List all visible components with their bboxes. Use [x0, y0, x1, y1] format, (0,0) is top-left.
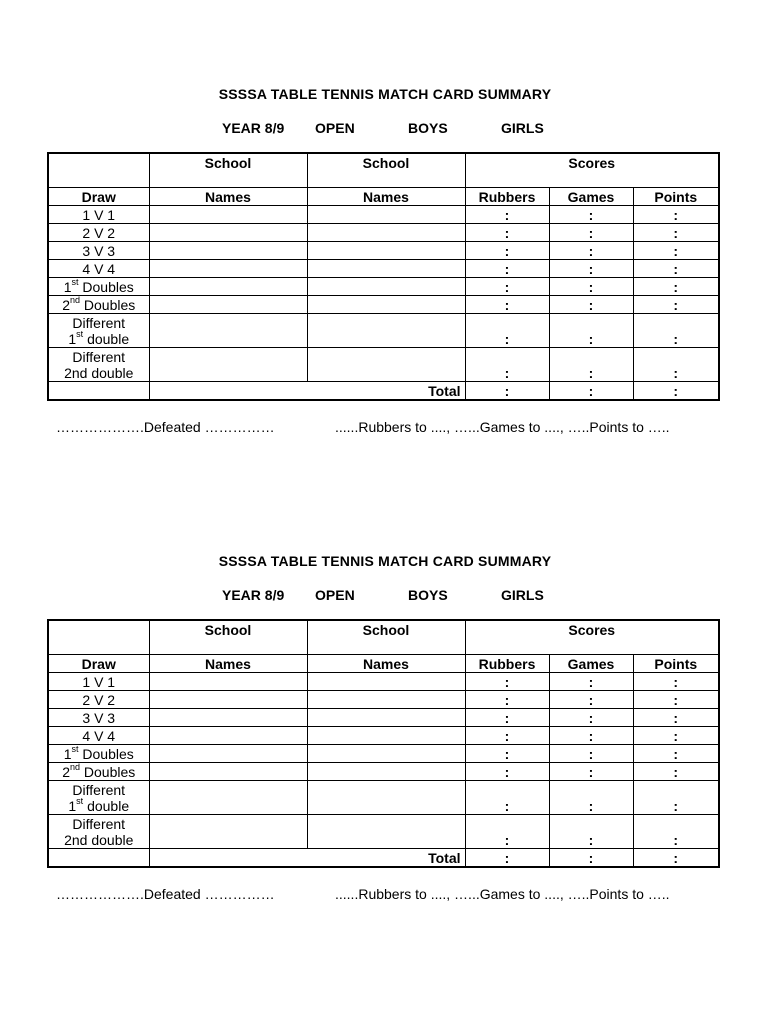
school-b-name-cell[interactable] — [307, 348, 465, 382]
score-separator: : — [465, 382, 549, 401]
draw-label: 3 V 3 — [82, 242, 116, 259]
draw-label: Doubles — [78, 745, 134, 762]
draw-cell — [48, 763, 149, 781]
draw-cell — [48, 278, 149, 296]
table-row — [48, 691, 719, 709]
score-separator: : — [633, 763, 719, 781]
score-separator: : — [465, 849, 549, 868]
score-separator: : — [465, 745, 549, 763]
school-a-name-cell[interactable] — [149, 815, 307, 849]
school-a-name-cell[interactable] — [149, 314, 307, 348]
school-b-name-cell[interactable] — [307, 260, 465, 278]
score-separator: : — [465, 815, 549, 849]
draw-cell — [48, 242, 149, 260]
draw-number: 1 — [68, 797, 77, 814]
girls-label[interactable]: GIRLS — [501, 587, 544, 603]
school-a-name-cell[interactable] — [149, 242, 307, 260]
school-a-name-cell[interactable] — [149, 727, 307, 745]
school-b-name-cell[interactable] — [307, 781, 465, 815]
games-header: Games — [549, 655, 633, 673]
school-b-name-cell[interactable] — [307, 815, 465, 849]
table-row — [48, 763, 719, 781]
school-b-name-cell[interactable] — [307, 224, 465, 242]
score-separator: : — [465, 763, 549, 781]
draw-label: Doubles — [80, 296, 136, 313]
score-separator: : — [633, 348, 719, 382]
score-separator: : — [465, 673, 549, 691]
score-separator: : — [465, 781, 549, 815]
draw-cell — [48, 745, 149, 763]
school-b-name-cell[interactable] — [307, 314, 465, 348]
total-row — [48, 849, 719, 868]
score-separator: : — [465, 691, 549, 709]
draw-label: 3 V 3 — [82, 709, 116, 726]
table-row — [48, 815, 719, 849]
total-label: Total — [307, 849, 465, 868]
score-separator: : — [633, 673, 719, 691]
school-a-name-cell[interactable] — [149, 763, 307, 781]
points-header: Points — [633, 655, 719, 673]
card-title: SSSSA TABLE TENNIS MATCH CARD SUMMARY — [218, 553, 552, 569]
score-separator: : — [465, 260, 549, 278]
open-label[interactable]: OPEN — [315, 120, 355, 136]
table-row — [48, 727, 719, 745]
school-a-name-cell[interactable] — [149, 224, 307, 242]
draw-label: double — [83, 330, 130, 347]
blank-header-cell — [48, 153, 149, 188]
rubbers-header: Rubbers — [465, 655, 549, 673]
draw-ordinal: st — [76, 795, 84, 806]
score-separator: : — [633, 727, 719, 745]
score-separator: : — [633, 314, 719, 348]
header-row-top — [48, 620, 719, 655]
open-label[interactable]: OPEN — [315, 587, 355, 603]
score-separator: : — [633, 781, 719, 815]
draw-cell — [48, 224, 149, 242]
score-separator: : — [549, 242, 633, 260]
draw-label: 2 V 2 — [82, 224, 116, 241]
draw-label: 4 V 4 — [82, 260, 116, 277]
draw-cell — [48, 727, 149, 745]
score-separator: : — [549, 314, 633, 348]
score-separator: : — [465, 242, 549, 260]
score-separator: : — [633, 849, 719, 868]
score-separator: : — [633, 278, 719, 296]
names-b-header: Names — [307, 188, 465, 206]
scores-header: Scores — [465, 620, 719, 655]
score-separator: : — [633, 260, 719, 278]
score-separator: : — [465, 314, 549, 348]
score-separator: : — [549, 781, 633, 815]
score-separator: : — [633, 709, 719, 727]
school-b-name-cell[interactable] — [307, 673, 465, 691]
header-row-bottom — [48, 188, 719, 206]
names-a-header: Names — [149, 655, 307, 673]
draw-number: 2 — [62, 296, 70, 313]
table-row — [48, 278, 719, 296]
header-row-top — [48, 153, 719, 188]
school-a-name-cell[interactable] — [149, 260, 307, 278]
draw-cell — [48, 314, 149, 348]
school-b-name-cell[interactable] — [307, 709, 465, 727]
draw-ordinal: nd — [70, 762, 81, 772]
result-line: ......Rubbers to ...., …...Games to ...., …..Points to ….. — [335, 419, 670, 435]
score-separator: : — [465, 224, 549, 242]
result-line: ......Rubbers to ...., …...Games to ...., …..Points to ….. — [335, 886, 670, 902]
total-label: Total — [307, 382, 465, 401]
match-table — [47, 619, 720, 868]
draw-cell — [48, 691, 149, 709]
score-separator: : — [549, 727, 633, 745]
school-b-name-cell[interactable] — [307, 242, 465, 260]
table-row — [48, 314, 719, 348]
draw-label-line2: 2nd double — [64, 831, 134, 848]
card-title: SSSSA TABLE TENNIS MATCH CARD SUMMARY — [218, 86, 552, 102]
score-separator: : — [549, 745, 633, 763]
draw-label: double — [83, 797, 130, 814]
draw-ordinal: st — [71, 744, 79, 754]
score-separator: : — [549, 763, 633, 781]
score-separator: : — [633, 206, 719, 224]
draw-cell — [48, 206, 149, 224]
table-row — [48, 745, 719, 763]
score-separator: : — [465, 206, 549, 224]
score-separator: : — [633, 242, 719, 260]
score-separator: : — [549, 709, 633, 727]
table-row — [48, 709, 719, 727]
school-a-name-cell[interactable] — [149, 673, 307, 691]
draw-ordinal: st — [71, 277, 79, 287]
score-separator: : — [549, 278, 633, 296]
games-header: Games — [549, 188, 633, 206]
draw-label: 1 V 1 — [82, 206, 116, 223]
school-b-name-cell[interactable] — [307, 745, 465, 763]
school-a-name-cell[interactable] — [149, 278, 307, 296]
draw-ordinal: nd — [70, 295, 81, 305]
score-separator: : — [549, 382, 633, 401]
school-b-header: School — [307, 620, 465, 655]
table-row — [48, 206, 719, 224]
score-separator: : — [549, 224, 633, 242]
total-row — [48, 382, 719, 401]
draw-cell — [48, 260, 149, 278]
points-header: Points — [633, 188, 719, 206]
school-a-name-cell[interactable] — [149, 745, 307, 763]
score-separator: : — [549, 691, 633, 709]
total-blank-cell — [48, 382, 149, 401]
score-separator: : — [633, 691, 719, 709]
school-b-name-cell[interactable] — [307, 691, 465, 709]
draw-label-line2: 2nd double — [64, 364, 134, 381]
draw-number: 2 — [62, 763, 70, 780]
table-row — [48, 348, 719, 382]
year-label[interactable]: YEAR 8/9 — [222, 587, 285, 603]
draw-cell — [48, 781, 149, 815]
school-a-header: School — [149, 153, 307, 188]
school-a-name-cell[interactable] — [149, 348, 307, 382]
girls-label[interactable]: GIRLS — [501, 120, 544, 136]
draw-cell — [48, 348, 149, 382]
draw-number: 1 — [63, 278, 72, 295]
draw-label-line1: Different — [72, 314, 126, 331]
total-blank-cell — [48, 849, 149, 868]
total-blank-cell — [149, 849, 307, 868]
header-row-bottom — [48, 655, 719, 673]
blank-header-cell — [48, 620, 149, 655]
score-separator: : — [633, 745, 719, 763]
draw-cell — [48, 296, 149, 314]
school-b-name-cell[interactable] — [307, 296, 465, 314]
table-row — [48, 781, 719, 815]
table-row — [48, 242, 719, 260]
draw-header: Draw — [48, 655, 149, 673]
score-separator: : — [633, 382, 719, 401]
draw-label: 2 V 2 — [82, 691, 116, 708]
school-b-name-cell[interactable] — [307, 727, 465, 745]
draw-header: Draw — [48, 188, 149, 206]
table-row — [48, 296, 719, 314]
score-separator: : — [633, 224, 719, 242]
match-table — [47, 152, 720, 401]
rubbers-header: Rubbers — [465, 188, 549, 206]
draw-cell — [48, 815, 149, 849]
boys-label[interactable]: BOYS — [408, 120, 448, 136]
draw-cell — [48, 709, 149, 727]
score-separator: : — [549, 296, 633, 314]
school-a-name-cell[interactable] — [149, 206, 307, 224]
score-separator: : — [465, 727, 549, 745]
draw-label-line1: Different — [72, 348, 126, 365]
year-label[interactable]: YEAR 8/9 — [222, 120, 285, 136]
draw-ordinal: st — [76, 328, 84, 339]
draw-label: 1 V 1 — [82, 673, 116, 690]
school-a-header: School — [149, 620, 307, 655]
names-a-header: Names — [149, 188, 307, 206]
score-separator: : — [633, 815, 719, 849]
names-b-header: Names — [307, 655, 465, 673]
score-separator: : — [549, 815, 633, 849]
score-separator: : — [549, 849, 633, 868]
table-row — [48, 224, 719, 242]
school-b-name-cell[interactable] — [307, 206, 465, 224]
score-separator: : — [549, 206, 633, 224]
draw-cell — [48, 673, 149, 691]
score-separator: : — [465, 348, 549, 382]
score-separator: : — [465, 709, 549, 727]
school-a-name-cell[interactable] — [149, 709, 307, 727]
draw-label: Doubles — [80, 763, 136, 780]
total-blank-cell — [149, 382, 307, 401]
scores-header: Scores — [465, 153, 719, 188]
score-separator: : — [549, 348, 633, 382]
draw-number: 1 — [68, 330, 77, 347]
draw-label: 4 V 4 — [82, 727, 116, 744]
score-separator: : — [465, 296, 549, 314]
draw-label-line1: Different — [72, 781, 126, 798]
table-row — [48, 260, 719, 278]
school-a-name-cell[interactable] — [149, 691, 307, 709]
draw-number: 1 — [63, 745, 72, 762]
score-separator: : — [549, 260, 633, 278]
school-b-name-cell[interactable] — [307, 278, 465, 296]
score-separator: : — [465, 278, 549, 296]
draw-label: Doubles — [78, 278, 134, 295]
score-separator: : — [633, 296, 719, 314]
school-a-name-cell[interactable] — [149, 781, 307, 815]
school-b-name-cell[interactable] — [307, 763, 465, 781]
defeated-line: ……………….Defeated …………… — [56, 419, 275, 435]
school-a-name-cell[interactable] — [149, 296, 307, 314]
boys-label[interactable]: BOYS — [408, 587, 448, 603]
defeated-line: ……………….Defeated …………… — [56, 886, 275, 902]
score-separator: : — [549, 673, 633, 691]
draw-label-line1: Different — [72, 815, 126, 832]
school-b-header: School — [307, 153, 465, 188]
table-row — [48, 673, 719, 691]
